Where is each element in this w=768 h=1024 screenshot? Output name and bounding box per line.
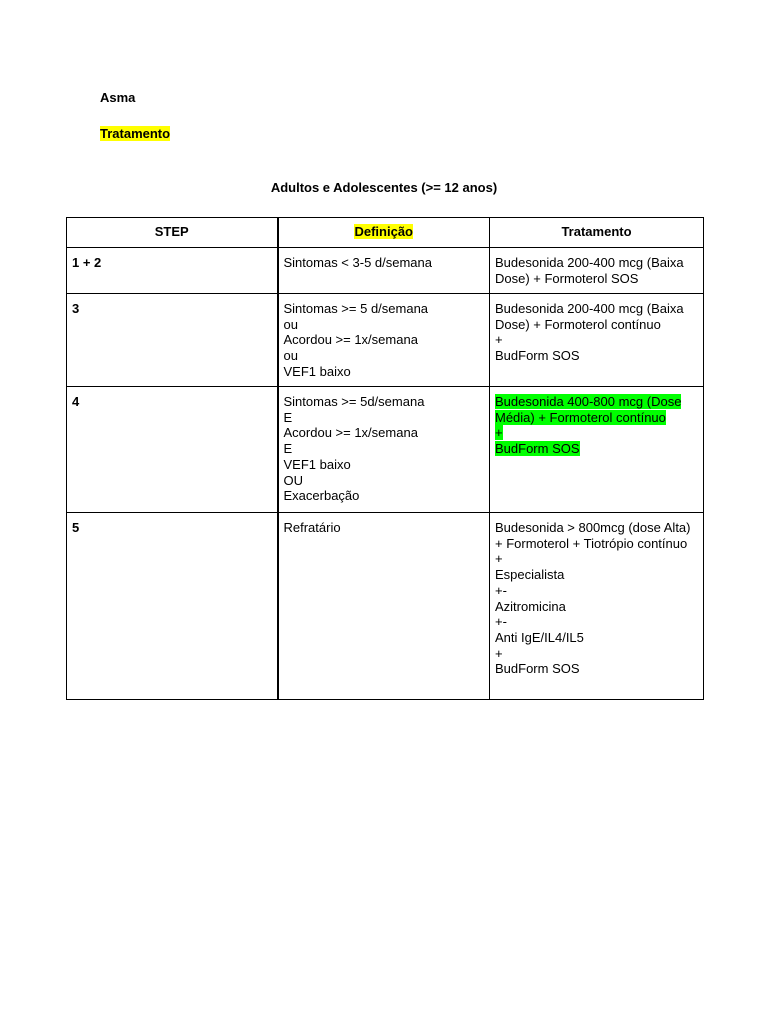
tratamento-line: + bbox=[495, 645, 503, 661]
definicao-line: ou bbox=[283, 316, 298, 332]
step-cell bbox=[67, 248, 278, 294]
tratamento-cell bbox=[490, 294, 704, 387]
tratamento-line: Budesonida 200-400 mcg (Baixa Dose) + Formoterol contínuo bbox=[495, 301, 684, 332]
table-caption bbox=[66, 180, 702, 196]
table-row bbox=[67, 513, 704, 700]
table-caption-text: Adultos e Adolescentes (>= 12 anos) bbox=[270, 180, 498, 195]
tratamento-cell bbox=[490, 387, 704, 513]
section-title bbox=[100, 126, 170, 142]
definicao-line: OU bbox=[283, 472, 303, 488]
document-title bbox=[100, 90, 135, 106]
tratamento-line: BudForm SOS bbox=[495, 661, 580, 677]
highlighted-text: Budesonida 400-800 mcg (Dose Média) + Formoterol contínuo bbox=[495, 394, 682, 425]
header-tratamento-text: Tratamento bbox=[561, 224, 632, 239]
step-cell bbox=[67, 387, 278, 513]
tratamento-line bbox=[495, 441, 698, 457]
highlighted-text: BudForm SOS bbox=[495, 441, 580, 457]
document-title-text: Asma bbox=[100, 90, 136, 105]
header-step-text: STEP bbox=[154, 224, 189, 239]
tratamento-line: Azitromicina bbox=[495, 598, 566, 614]
highlighted-text: + bbox=[495, 425, 503, 441]
tratamento-line: +- bbox=[495, 614, 507, 630]
tratamento-line: + bbox=[495, 332, 503, 348]
tratamento-line: Budesonida 200-400 mcg (Baixa Dose) + Formoterol SOS bbox=[495, 255, 684, 286]
definicao-cell bbox=[278, 387, 490, 513]
step-value: 3 bbox=[72, 301, 80, 316]
definicao-line: Exacerbação bbox=[283, 488, 360, 504]
definicao-line: E bbox=[283, 409, 293, 425]
tratamento-line: Anti IgE/IL4/IL5 bbox=[495, 629, 584, 645]
tratamento-cell bbox=[490, 513, 704, 700]
header-definicao bbox=[278, 218, 490, 248]
table-header-row bbox=[67, 218, 704, 248]
table-row bbox=[67, 248, 704, 294]
step-value: 5 bbox=[72, 520, 80, 535]
definicao-line: Acordou >= 1x/semana bbox=[283, 332, 418, 348]
definicao-cell bbox=[278, 248, 490, 294]
tratamento-line: Especialista bbox=[495, 567, 565, 583]
tratamento-line: +- bbox=[495, 582, 507, 598]
definicao-line: E bbox=[283, 441, 293, 457]
tratamento-line bbox=[495, 425, 698, 441]
tratamento-cell bbox=[490, 248, 704, 294]
tratamento-line: Budesonida > 800mcg (dose Alta) + Formoterol + Tiotrópio contínuo bbox=[495, 520, 691, 551]
definicao-line: Acordou >= 1x/semana bbox=[283, 425, 418, 441]
definicao-line: VEF1 baixo bbox=[283, 363, 351, 379]
header-tratamento bbox=[490, 218, 704, 248]
definicao-line: VEF1 baixo bbox=[283, 456, 351, 472]
step-value: 1 + 2 bbox=[72, 255, 102, 270]
definicao-cell bbox=[278, 294, 490, 387]
tratamento-line: BudForm SOS bbox=[495, 348, 580, 364]
definicao-cell bbox=[278, 513, 490, 700]
section-title-text: Tratamento bbox=[100, 126, 171, 141]
treatment-table bbox=[66, 217, 704, 700]
definicao-line: Sintomas < 3-5 d/semana bbox=[283, 255, 432, 270]
header-definicao-text: Definição bbox=[354, 224, 413, 239]
step-cell bbox=[67, 294, 278, 387]
tratamento-line bbox=[495, 394, 698, 425]
table-row bbox=[67, 387, 704, 513]
definicao-line: ou bbox=[283, 348, 298, 364]
header-step bbox=[67, 218, 278, 248]
table-row bbox=[67, 294, 704, 387]
step-value: 4 bbox=[72, 394, 80, 409]
definicao-line: Sintomas >= 5d/semana bbox=[283, 394, 425, 409]
tratamento-line: + bbox=[495, 551, 503, 567]
definicao-line: Sintomas >= 5 d/semana bbox=[283, 301, 429, 316]
step-cell bbox=[67, 513, 278, 700]
definicao-line: Refratário bbox=[283, 520, 341, 535]
